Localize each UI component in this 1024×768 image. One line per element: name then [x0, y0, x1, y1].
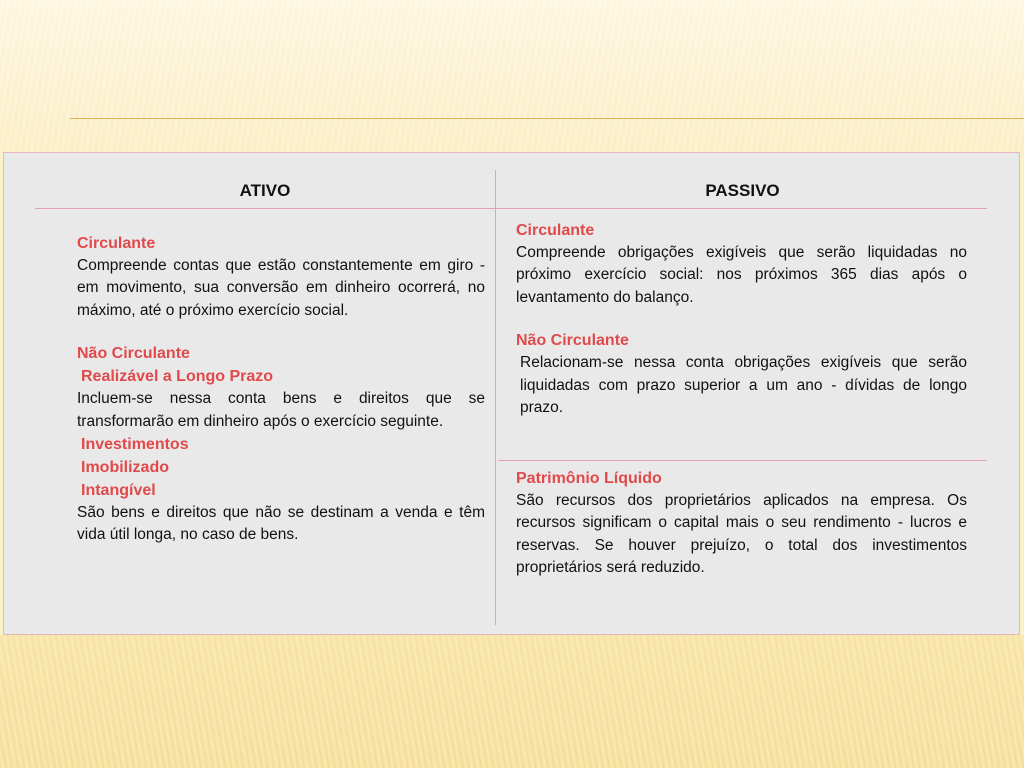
passivo-column-bottom [516, 467, 967, 580]
intangivel-text: São bens e direitos que não se destinam a venda e têm vida útil longa, no caso de bens. [77, 504, 485, 544]
passivo-circulante-text: Compreende obrigações exigíveis que serão liquidadas no próximo exercício social: nos próximos 365 dias após o levantamento do balanço. [516, 244, 967, 306]
imobilizado-title: Imobilizado [81, 459, 169, 477]
passivo-header: PASSIVO [705, 181, 780, 200]
passivo-circulante-title: Circulante [516, 222, 595, 239]
realizavel-text: Incluem-se nessa conta bens e direitos que se transformarão em dinheiro após o exercício seguinte. [77, 390, 485, 430]
column-divider [495, 170, 496, 625]
ativo-circulante-title: Circulante [77, 235, 156, 252]
ativo-header: ATIVO [239, 181, 291, 200]
ativo-nao-circulante-title: Não Circulante [77, 345, 190, 363]
patrimonio-text: São recursos dos proprietários aplicados na empresa. Os recursos significam o capital mais o seu rendimento - lucros e reservas. Se houver prejuízo, o total dos investimentos proprietários será reduzido. [516, 492, 967, 577]
investimentos-title: Investimentos [81, 436, 189, 454]
patrimonio-title: Patrimônio Líquido [516, 470, 662, 487]
passivo-section-rule [498, 460, 987, 461]
header-rule [35, 208, 987, 209]
slide-background-bottom [0, 635, 1024, 768]
passivo-nao-circulante-text: Relacionam-se nessa conta obrigações exigíveis que serão liquidadas com prazo superior a um ano - dívidas de longo prazo. [520, 354, 967, 417]
realizavel-title: Realizável a Longo Prazo [81, 368, 274, 386]
ativo-column [77, 232, 485, 547]
slide-background-top [0, 0, 1024, 150]
title-rule [70, 118, 1024, 119]
passivo-column-top [516, 219, 967, 419]
passivo-nao-circulante-title: Não Circulante [516, 332, 629, 350]
intangivel-title: Intangível [81, 482, 156, 500]
ativo-circulante-text: Compreende contas que estão constantemente em giro - em movimento, sua conversão em dinheiro ocorrerá, no máximo, até o próximo exercício social. [77, 257, 485, 319]
